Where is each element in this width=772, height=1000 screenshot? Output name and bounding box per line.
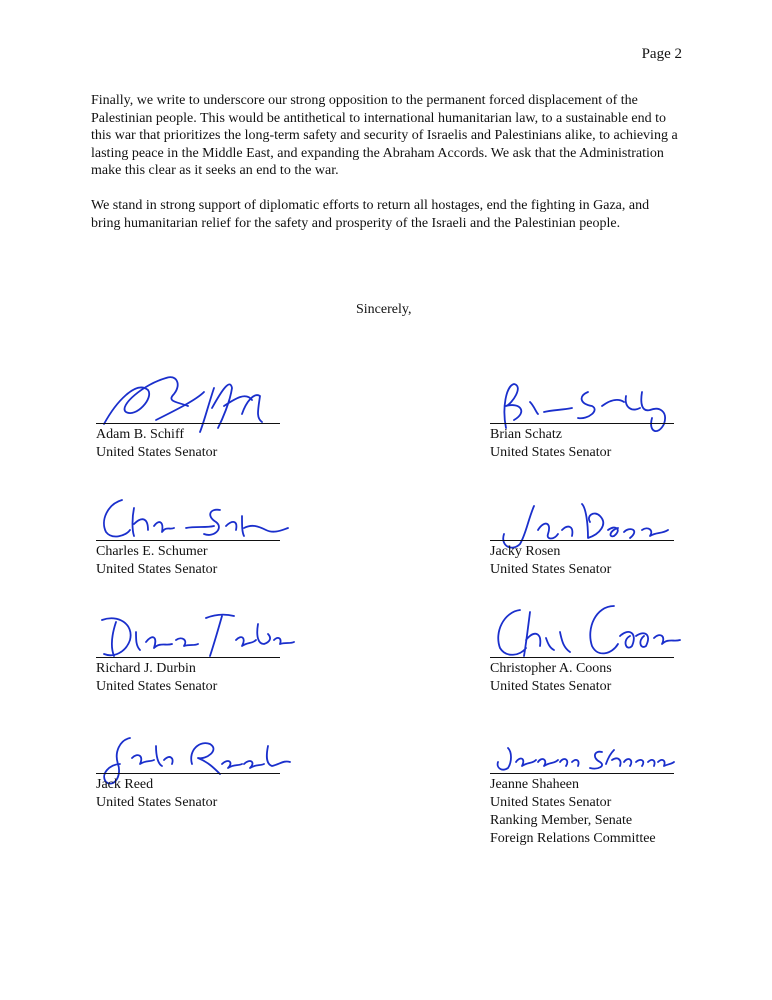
signatory-name: Jeanne Shaheen <box>490 777 580 792</box>
signatory-role-line-1: Ranking Member, Senate <box>490 813 633 828</box>
signature-line <box>490 540 674 541</box>
signature-shaheen-image <box>490 738 680 778</box>
body-paragraph-1: Finally, we write to underscore our strong opposition to the permanent forced displacement of the Palestinian people. This would be antithetical to international humanitarian law, to a sustainable end to this war that prioritizes the long-term safety and security of Israelis and Palestinians alike, to achieving a lasting peace in the Middle East, and expanding the Abraham Accords. We ask that the Administration make this clear as it seeks an end to the war. <box>91 93 678 178</box>
signature-line <box>96 657 280 658</box>
signature-line <box>490 657 674 658</box>
signature-line <box>490 423 674 424</box>
signatory-title: United States Senator <box>490 795 612 810</box>
signature-block-reed <box>96 773 280 812</box>
signatory-title: United States Senator <box>490 562 612 577</box>
signature-block-rosen <box>490 540 674 579</box>
signature-block-coons <box>490 657 674 696</box>
signatory-name: Jack Reed <box>96 777 154 792</box>
signature-coons-image <box>490 592 680 664</box>
page-number: Page 2 <box>641 46 682 62</box>
signatory-name: Jacky Rosen <box>490 544 561 559</box>
signatory-title: United States Senator <box>490 445 612 460</box>
signature-durbin-image <box>96 604 286 664</box>
signatory-name: Charles E. Schumer <box>96 544 208 559</box>
signature-block-schumer <box>96 540 280 579</box>
signatory-name: Adam B. Schiff <box>96 427 185 442</box>
signatory-name: Brian Schatz <box>490 427 562 442</box>
signatory-title: United States Senator <box>96 445 218 460</box>
signatory-name: Christopher A. Coons <box>490 661 612 676</box>
signature-line <box>96 773 280 774</box>
signature-line <box>96 540 280 541</box>
signature-block-shaheen <box>490 773 674 848</box>
signatory-title: United States Senator <box>96 679 218 694</box>
signature-block-durbin <box>96 657 280 696</box>
signatory-title: United States Senator <box>96 562 218 577</box>
signature-line <box>96 423 280 424</box>
signatory-title: United States Senator <box>96 795 218 810</box>
signatory-name: Richard J. Durbin <box>96 661 196 676</box>
body-paragraph-2: We stand in strong support of diplomatic efforts to return all hostages, end the fighting in Gaza, and bring humanitarian relief for the safety and prosperity of the Israeli and the Palestinian people. <box>91 198 650 231</box>
signature-block-schatz <box>490 423 674 462</box>
closing: Sincerely, <box>356 302 412 317</box>
signature-block-schiff <box>96 423 280 462</box>
signatory-title: United States Senator <box>490 679 612 694</box>
signatory-role-line-2: Foreign Relations Committee <box>490 831 656 846</box>
signature-schumer-image <box>96 486 286 546</box>
signature-line <box>490 773 674 774</box>
